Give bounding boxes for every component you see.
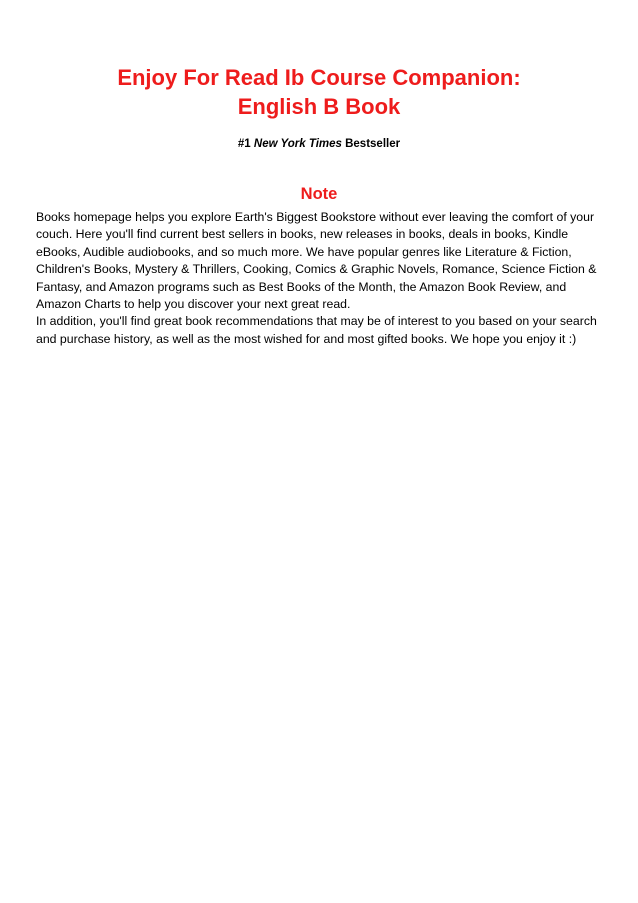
bestseller-suffix: Bestseller [345, 138, 401, 150]
bestseller-line [36, 137, 602, 151]
note-heading: Note [300, 185, 338, 203]
title-line-1: Enjoy For Read Ib Course Companion: [117, 65, 521, 90]
note-body [36, 209, 602, 348]
bestseller-prefix: #1 [237, 138, 251, 150]
note-paragraph-2: In addition, you'll find great book recommendations that may be of interest to you based on your search and purchase history, as well as the most wished for and most gifted books. We hope you enjoy it :) [36, 314, 597, 346]
page-title [36, 0, 602, 121]
bestseller-publication: New York Times [253, 138, 342, 150]
note-paragraph-1: Books homepage helps you explore Earth's Biggest Bookstore without ever leaving the comfort of your couch. Here you'll find current best sellers in books, new releases in books, deals in books, Kindle eBooks, Audible audiobooks, and so much more. We have popular genres like Literature & Fiction, Children's Books, Mystery & Thrillers, Cooking, Comics & Graphic Novels, Romance, Science Fiction & Fantasy, and Amazon programs such as Best Books of the Month, the Amazon Book Review, and Amazon Charts to help you discover your next great read. [36, 210, 597, 312]
title-line-2: English B Book [237, 94, 401, 119]
